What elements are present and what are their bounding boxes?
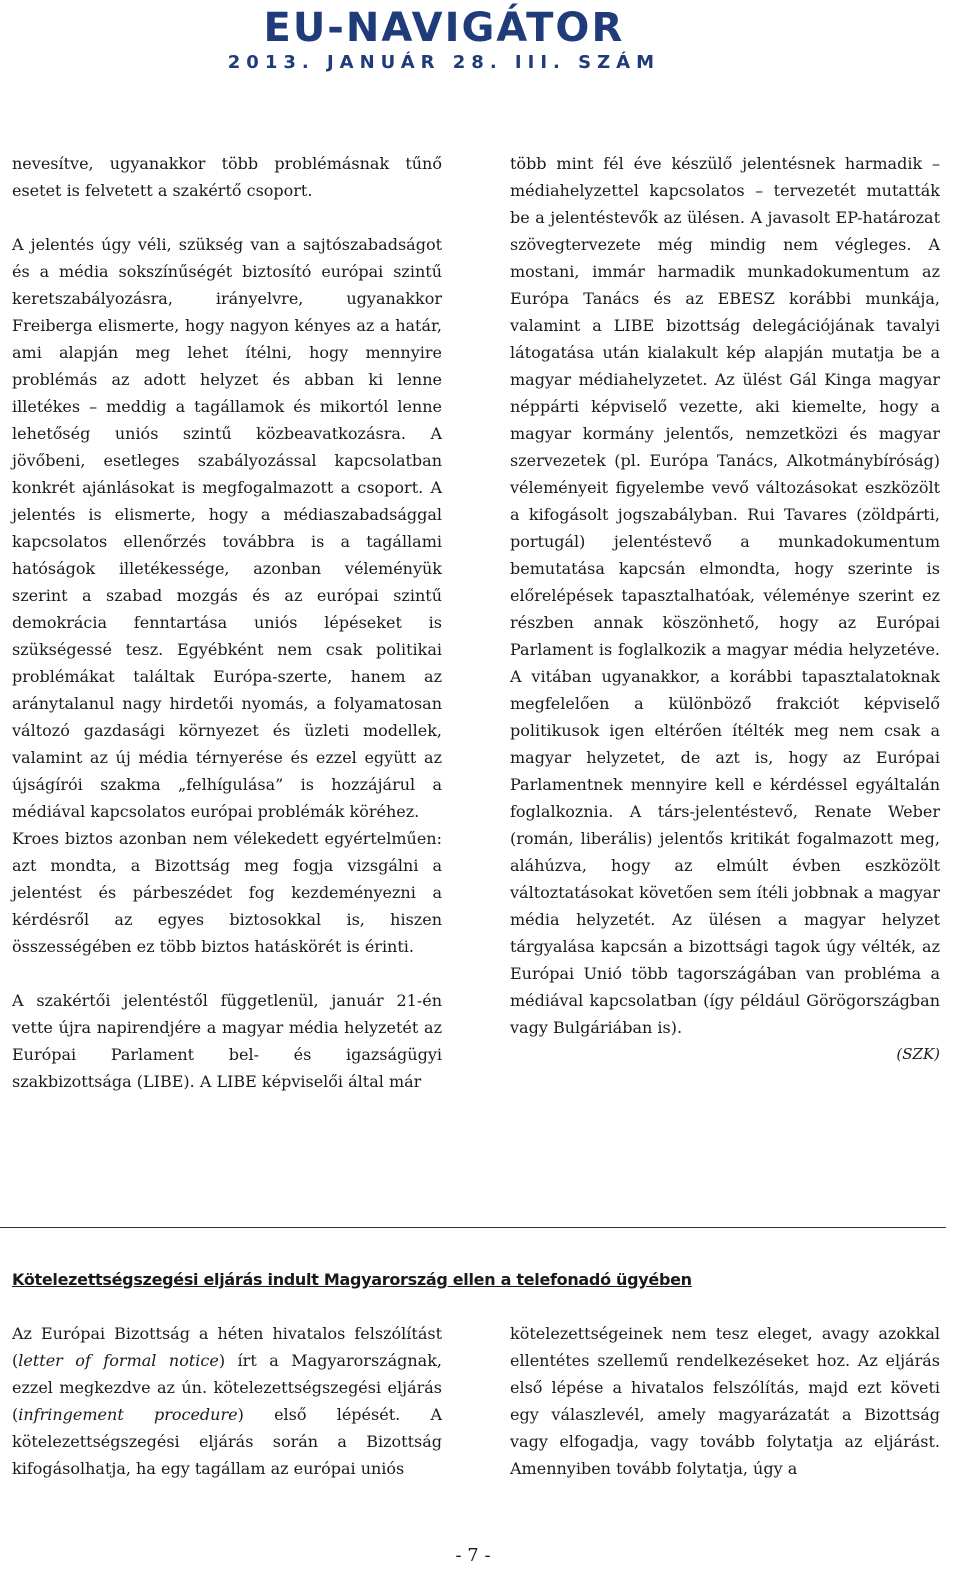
paragraph: Kroes biztos azonban nem vélekedett egyértelműen: azt mondta, a Bizottság meg fogja vizsgálni a jelentést és párbeszédet fog kezdeményezni a kérdésről az egyes biztosokkal is, hiszen összességében ez több biztos hatáskörét is érinti. xyxy=(12,829,442,956)
article2-left-column xyxy=(12,1320,442,1482)
article2-headline: Kötelezettségszegési eljárás indult Magyarország ellen a telefonadó ügyében xyxy=(12,1270,692,1289)
author-signature: (SZK) xyxy=(896,1045,940,1063)
page-number: - 7 - xyxy=(455,1545,491,1566)
article1-right-column xyxy=(510,150,940,1068)
text-run: Az Európai Bizottság a héten hivatalos felszólítást ( xyxy=(12,1324,442,1370)
issue-date: 2013. JANUÁR 28. III. SZÁM xyxy=(227,52,660,73)
masthead xyxy=(228,4,660,74)
text-run: ) első lépését. A kötelezettségszegési eljárás során a Bizottság kifogásolhatja, ha egy tagállam az európai uniós xyxy=(12,1405,442,1478)
paragraph: kötelezettségeinek nem tesz eleget, avagy azokkal ellentétes szellemű rendelkezéseket hoz. Az eljárás első lépése a hivatalos felszólítás, majd ezt követi egy válaszlevél, amely magyarázatát a Bizottság vagy elfogadja, vagy tovább folytatja az eljárást. Amennyiben tovább folytatja, úgy a xyxy=(510,1324,940,1478)
paragraph: több mint fél éve készülő jelentésnek harmadik – médiahelyzettel kapcsolatos – tervezetét mutatták be a jelentéstevők az ülésen. A javasolt EP-határozat szövegtervezete még mindig nem végleges. A mostani, immár harmadik munkadokumentum az Európa Tanács és az EBESZ korábbi munkája, valamint a LIBE bizottság delegációjának tavalyi látogatása után kialakult kép alapján mutatja be a magyar médiahelyzetet. Az ülést Gál Kinga magyar néppárti képviselő vezette, aki kiemelte, hogy a magyar kormány jelentős, nemzetközi és magyar szervezetek (pl. Európa Tanács, Alkotmánybíróság) véleményeit figyelembe vevő változásokat eszközölt a kifogásolt jogszabályban. Rui Tavares (zöldpárti, portugál) jelentéstevő a munkadokumentum bemutatása kapcsán elmondta, hogy szerinte is előrelépések tapasztalhatóak, véleménye szerint ez részben annak köszönhető, hogy az Európai Parlament is foglalkozik a magyar média helyzetéve. A vitában ugyanakkor, a korábbi tapasztalatoknak megfelelően a különböző frakciót képviselő politikusok igen eltérően ítélték meg nem csak a magyar helyzetet, de azt is, hogy az Európai Parlamentnek mennyire kell e kérdéssel egyáltalán foglalkoznia. A társ-jelentéstevő, Renate Weber (román, liberális) jelentős kritikát fogalmazott meg, aláhúzva, hogy az elmúlt évben eszközölt változtatásokat követően sem ítéli jobbnak a magyar média helyzetét. Az ülésen a magyar helyzet tárgyalása kapcsán a bizottsági tagok úgy vélték, az Európai Unió több tagországában van probléma a médiával kapcsolatban (így például Görögországban vagy Bulgáriában is). xyxy=(510,154,940,1037)
paragraph: nevesítve, ugyanakkor több problémásnak tűnő esetet is felvetett a szakértő csoport. xyxy=(12,154,442,200)
newsletter-title: EU-NAVIGÁTOR xyxy=(263,5,625,51)
text-run: ) írt a Magyarországnak, ezzel megkezdve az ún. kötelezettségszegési eljárás ( xyxy=(12,1351,443,1424)
paragraph: A szakértői jelentéstől függetlenül, január 21-én vette újra napirendjére a magyar média helyzetét az Európai Parlament bel- és igazságügyi szakbizottsága (LIBE). A LIBE képviselői által már xyxy=(12,991,442,1091)
paragraph: A jelentés úgy véli, szükség van a sajtószabadságot és a média sokszínűségét biztosító európai szintű keretszabályozásra, irányelvre, ugyanakkor Freiberga elismerte, hogy nagyon kényes az a határ, ami alapján meg lehet ítélni, hogy mennyire problémás az adott helyzet és abban ki lenne illetékes – meddig a tagállamok és mikortól lenne lehetőség uniós szintű közbeavatkozásra. A jövőbeni, esetleges szabályozással kapcsolatban konkrét ajánlásokat is megfogalmazott a csoport. A jelentés is elismerte, hogy a médiaszabadsággal kapcsolatos ellenőrzés továbbra is a tagállami hatóságok illetékessége, azonban véleményük szerint a szabad mozgás és az európai szintű demokrácia fenntartása uniós lépéseket is szükségessé tesz. Egyébként nem csak politikai problémákat találtak Európa-szerte, hanem az aránytalanul nagy hirdetői nyomás, a folyamatosan változó gazdasági környezet és üzleti modellek, valamint az új média térnyerése és ezzel együtt az újságírói szakma „felhígulása” is hozzájárul a médiával kapcsolatos európai problémák köréhez. xyxy=(12,235,442,821)
article1-left-column xyxy=(12,150,442,1095)
italic-term: infringement procedure xyxy=(18,1405,238,1424)
italic-term: letter of formal notice xyxy=(18,1351,219,1370)
article2-right-column xyxy=(510,1320,940,1482)
section-divider xyxy=(0,1227,946,1228)
paragraph xyxy=(12,1320,442,1482)
